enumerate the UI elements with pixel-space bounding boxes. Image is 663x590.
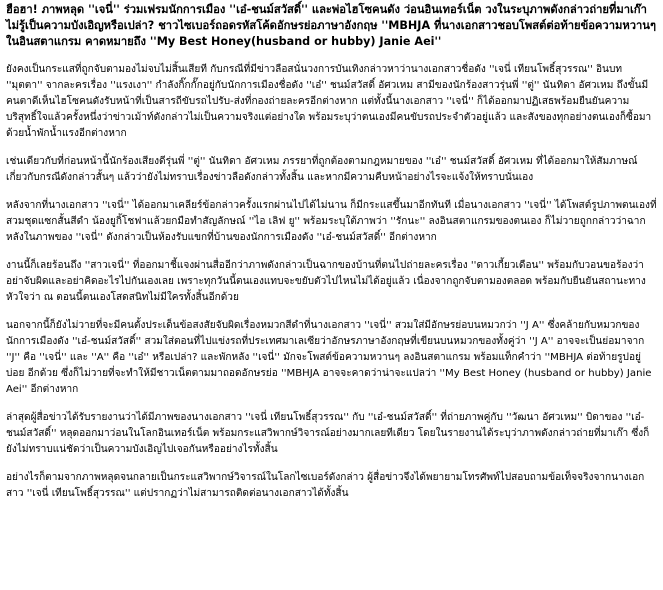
article-paragraph: หลังจากที่นางเอกสาว ''เจนี่'' ได้ออกมาเคลียร์ข้อกล่าวครั้งแรกผ่านไปได้ไม่นาน ก็มีกระแสขึ้นมาอีกทันที เมื่อนางเอกสาว ''เจนี่'' ได้โพสต์รูปภาพตนเองที่สวมชุดแซกสั้นสีดำ น้องยูกิ้โชฟาแล้วยกมือทำสัญลักษณ์ ''ไอ เลิฟ ยู'' พร้อมระบุใต้ภาพว่า ''รักนะ'' ลงอินสตาแกรมของตนเอง ก็ไม่วายถูกกล่าวว่าฉากหลังในภาพของ ''เจนี่'' ดังกล่าวเป็นห้องรับแขกที่บ้านของนักการเมืองดัง ''เอ๋-ชนม์สวัสดิ์'' อีกต่างหาก [6,200,657,243]
article-paragraph: งานนี้ก็เลยร้อนถึง ''สาวเจนี่'' ที่ออกมาชี้แจงผ่านสื่ออีกว่าภาพดังกล่าวเป็นฉากของบ้านที่ตนไปถ่ายละครเรื่อง ''ดาวเกี้ยวเดือน'' พร้อมกับวอนขอร้องว่าอย่าจับผิดและอย่าคิดอะไรไปกันเองเลย เพราะทุกวันนี้ตนเองแทบจะขยับตัวไปไหนไม่ได้อยู่แล้ว เนื่องจากถูกจับตามองตลอด พร้อมกับยืนยันสถานะทางหัวใจว่า ณ ตอนนี้ตนเองโสดสนิทไม่มีใครทั้งสิ้นอีกด้วย [6,260,646,303]
article-paragraph: ล่าสุดผู้สื่อข่าวได้รับรายงานว่าได้มีภาพของนางเอกสาว ''เจนี่ เทียนโพธิ์สุวรรณ'' กับ ''เอ๋-ชนม์สวัสดิ์'' ที่ถ่ายภาพคู่กับ ''วัฒนา อัศวเหม'' บิดาของ ''เอ๋-ชนม์สวัสดิ์'' หลุดออกมาว่อนในโลกอินเทอร์เน็ต พร้อมกระแสวิพากษ์วิจารณ์อย่างมากเลยทีเดียว โดยในรายงานได้ระบุว่าภาพดังกล่าวถ่ายที่มาเก๊า ซึ่งก็ยังไม่ทราบแน่ชัดว่าเป็นความบังเอิญไปเจอกันหรืออย่างไรทั้งสิ้น [6,412,650,455]
article-paragraph: เช่นเดียวกับที่ก่อนหน้านี้นักร้องเสียงดีรุ่นพี่ ''ตู่'' นันทิดา อัศวเหม ภรรยาที่ถูกต้องตามกฎหมายของ ''เอ๋'' ชนม์สวัสดิ์ อัศวเหม ที่ได้ออกมาให้สัมภาษณ์เกี่ยวกับกรณีดังกล่าวสั้นๆ แล้วว่ายังไม่ทราบเรื่องข่าวลือดังกล่าวทั้งสิ้น และหากมีความคืบหน้าอย่างไรจะแจ้งให้ทราบนั่นเอง [6,156,638,183]
article-paragraph: ยังคงเป็นกระแสที่ถูกจับตามองไม่จบไม่สิ้นเสียที กับกรณีที่มีข่าวลือสนั่นวงการบันเทิงกล่าวหาว่านางเอกสาวชื่อดัง ''เจนี่ เทียนโพธิ์สุวรรณ'' อินบท ''มุตตา'' จากละครเรื่อง ''แรงเงา'' กำลังกิ๊กกั๊กอยู่กับนักการเมืองชื่อดัง ''เอ๋'' ชนม์สวัสดิ์ อัศวเหม สามีของนักร้องสาวรุ่นพี่ ''ตู่'' นันทิดา อัศวเหม ถึงขั้นมีคนตาดีเห็นไฮโซคนดังรับหน้าที่เป็นสารถีขับรถไปรับ-ส่งที่กองถ่ายละครอีกต่างหาก แต่ทั้งนี้นางเอกสาว ''เจนี่'' ก็ได้ออกมาปฏิเสธพร้อมยืนยันความบริสุทธิ์ใจแล้วครั้งหนึ่งว่าข่าวเม้าท์ดังกล่าวไม่เป็นความจริงแต่อย่างใด พร้อมระบุว่าตนเองมีคนขับรถประจำตัวอยู่แล้ว และสังของทุกอย่างตนเองก็ซื้อมาด้วยน้ำพักน้ำแรงอีกต่างหาก [6,64,652,139]
article-paragraph: อย่างไรก็ตามจากภาพหลุดจนกลายเป็นกระแสวิพากษ์วิจารณ์ในโลกไซเบอร์ดังกล่าว ผู้สื่อข่าวจึงได้พยายามโทรศัพท์ไปสอบถามข้อเท็จจริงจากนางเอกสาว ''เจนี่ เทียนโพธิ์สุวรรณ'' แต่ปรากฏว่าไม่สามารถติดต่อนางเอกสาวได้ทั้งสิ้น [6,472,645,499]
article-paragraph: นอกจากนี้ก็ยังไม่วายที่จะมีคนตั้งประเด็นข้อสงสัยจับผิดเรื่องหมวกสีดำที่นางเอกสาว ''เจนี่'' สวมใส่มีอักษรย่อบนหมวกว่า ''J A'' ซึ่งคล้ายกับหมวกของนักการเมืองดัง ''เอ๋-ชนม์สวัสดิ์'' สวมใส่ตอนที่ไปแข่งรถที่ประเทศมาเลเซียว่าอักษรภาษาอังกฤษที่เขียนบนหมวกของทั้งคู่ว่า ''J A'' อาจจะเป็นย่อมาจาก ''J'' คือ ''เจนี่'' และ ''A'' คือ ''เอ๋'' หรือเปล่า? และพักหลัง ''เจนี่'' มักจะโพสต์ข้อความหวานๆ ลงอินสตาแกรม พร้อมแท็กคำว่า ''MBHJA ต่อท้ายรูปอยู่บ่อย อีกด้วย ซึ่งก็ไม่วายที่จะทำให้มีชาวเน็ตตามมาถอดอักษรย่อ ''MBHJA อาจจะคาดว่าน่าจะแปลว่า ''My Best Honey (husband or hubby) Janie Aei'' อีกต่างหาก [6,320,652,395]
article-headline: ฮือฮา! ภาพหลุด ''เจนี่'' ร่วมเฟรมนักการเมือง ''เอ๋-ชนม์สวัสดิ์'' และพ่อไฮโซคนดัง ว่อนอินเทอร์เน็ต วงในระบุภาพดังกล่าวถ่ายที่มาเก๊า ไม่รู้เป็นความบังเอิญหรือเปล่า? ชาวไซเบอร์ถอดรหัสโค้ดอักษรย่อภาษาอังกฤษ ''MBHJA ที่นางเอกสาวชอบโพสต์ต่อท้ายข้อความหวานๆ ในอินสตาแกรม คาดหมายถึง ''My Best Honey(husband or hubby) Janie Aei'' [6,3,656,48]
